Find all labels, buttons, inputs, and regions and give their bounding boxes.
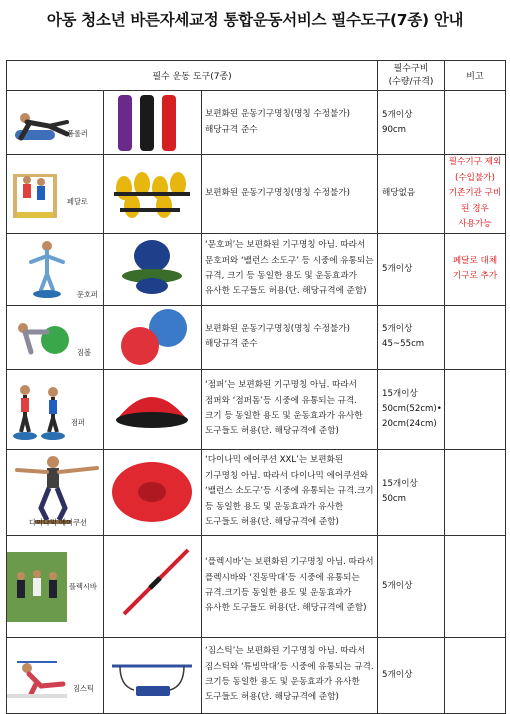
table-row bbox=[7, 305, 506, 369]
row-label: 점퍼 bbox=[71, 417, 85, 427]
person-photo-cell bbox=[7, 369, 104, 449]
row-note bbox=[445, 637, 506, 713]
pedalo-kids-image bbox=[7, 160, 103, 228]
row-requirement: 15개이상 50cm bbox=[378, 449, 445, 535]
row-label: 플렉시바 bbox=[69, 581, 97, 591]
person-photo-cell bbox=[7, 233, 104, 305]
table-row bbox=[7, 535, 506, 637]
person-photo-cell bbox=[7, 91, 104, 155]
row-label: 짐스틱 bbox=[73, 683, 94, 693]
person-photo-cell bbox=[7, 155, 104, 234]
foam-roller-product-image bbox=[104, 91, 202, 155]
row-note bbox=[445, 535, 506, 637]
row-note: 페달로 대체 기구로 추가 bbox=[445, 233, 506, 305]
header-tools: 필수 운동 도구(7종) bbox=[7, 61, 378, 91]
row-requirement: 5개이상 bbox=[378, 233, 445, 305]
person-photo-cell bbox=[7, 637, 104, 713]
row-description: ‘플렉시바’는 보편화된 기구명칭 아님. 따라서 플렉시바와 ‘진동막대’등 시중에 유통되는 규격.크기등 동일한 용도 및 운동효과가 유사한 도구들도 허용(단. 해당규격에 준함) bbox=[202, 535, 378, 637]
table-row bbox=[7, 91, 506, 155]
row-requirement: 5개이상 bbox=[378, 637, 445, 713]
pedalo-product-image bbox=[104, 155, 202, 234]
row-label: 폼롤러 bbox=[67, 129, 88, 138]
person-photo-cell bbox=[7, 305, 104, 369]
row-description: ‘문호퍼’는 보편화된 기구명칭 아님. 따라서 문호퍼와 ‘밸런스 소도구’ 등 시중에 유통되는 규격, 크기 등 동일한 용도 및 운동효과가 유사한 도구들도 허용(단. 해당규격에 준함) bbox=[202, 233, 378, 305]
jumper-kids-image bbox=[7, 370, 103, 448]
flexibar-product-image bbox=[104, 535, 202, 637]
table-row bbox=[7, 233, 506, 305]
person-photo-cell bbox=[7, 535, 104, 637]
row-requirement: 해당없음 bbox=[378, 155, 445, 234]
row-label: 문호퍼 bbox=[77, 289, 98, 299]
page-title: 아동 청소년 바른자세교정 통합운동서비스 필수도구(7종) 안내 bbox=[46, 11, 464, 29]
table-row bbox=[7, 369, 506, 449]
foam-roller-person-image bbox=[7, 92, 103, 154]
jumper-product-image bbox=[104, 369, 202, 449]
row-label: 다이나믹 에어쿠션 bbox=[29, 517, 87, 527]
aircushion-product-image bbox=[104, 449, 202, 535]
gymball-person-image bbox=[7, 306, 103, 368]
moonhopper-product-image bbox=[104, 233, 202, 305]
row-requirement: 15개이상 50cm(52cm)• 20cm(24cm) bbox=[378, 369, 445, 449]
row-description: ‘짐스틱’는 보편화된 기구명칭 아님. 따라서 짐스틱와 ‘튜빙막대’등 시중에 유통되는 규격.크기등 동일한 용도 및 운동효과가 유사한 도구들도 허용(단. 해당규격에 준함) bbox=[202, 637, 378, 713]
row-requirement: 5개이상 90cm bbox=[378, 91, 445, 155]
row-label: 페달로 bbox=[67, 197, 88, 206]
person-photo-cell bbox=[7, 449, 104, 535]
row-label: 짐볼 bbox=[77, 347, 91, 357]
row-note: 필수기구 제외(수입불가) 기존기관 구비된 경우 사용가능 bbox=[445, 155, 506, 234]
row-description: ‘다이나믹 에어쿠션 XXL’는 보편화된 기구명칭 아님. 따라서 다이나믹 에어쿠션와 ‘밸런스 소도구’등 시중에 유통되는 규격.크기 등 동일한 용도 및 운동효과가 유사한 도구들도 허용(단. 해당규격에 준함) bbox=[202, 449, 378, 535]
table-row bbox=[7, 155, 506, 234]
row-note bbox=[445, 91, 506, 155]
gymstick-person-image bbox=[7, 638, 103, 712]
row-note bbox=[445, 369, 506, 449]
tools-table bbox=[6, 60, 506, 714]
row-note bbox=[445, 305, 506, 369]
row-description: 보편화된 운동기구명칭(명칭 수정불가) bbox=[202, 155, 378, 234]
gymstick-product-image bbox=[104, 637, 202, 713]
row-description: 보편화된 운동기구명칭(명칭 수정불가) 해당규격 준수 bbox=[202, 305, 378, 369]
table-row bbox=[7, 637, 506, 713]
row-description: 보편화된 운동기구명칭(명칭 수정불가) 해당규격 준수 bbox=[202, 91, 378, 155]
header-requirement: 필수구비 (수량/규격) bbox=[378, 61, 445, 91]
row-note bbox=[445, 449, 506, 535]
gymball-product-image bbox=[104, 305, 202, 369]
header-note: 비고 bbox=[445, 61, 506, 91]
row-requirement: 5개이상 45~55cm bbox=[378, 305, 445, 369]
row-description: ‘점퍼’는 보편화된 기구명칭 아님. 따라서 점퍼와 ‘점퍼돔’등 시중에 유통되는 규격. 크기 등 동일한 용도 및 운동효과가 유사한 도구들도 허용(단. 해당규격에 준함) bbox=[202, 369, 378, 449]
header-row bbox=[7, 61, 506, 91]
table-row bbox=[7, 449, 506, 535]
row-requirement: 5개이상 bbox=[378, 535, 445, 637]
